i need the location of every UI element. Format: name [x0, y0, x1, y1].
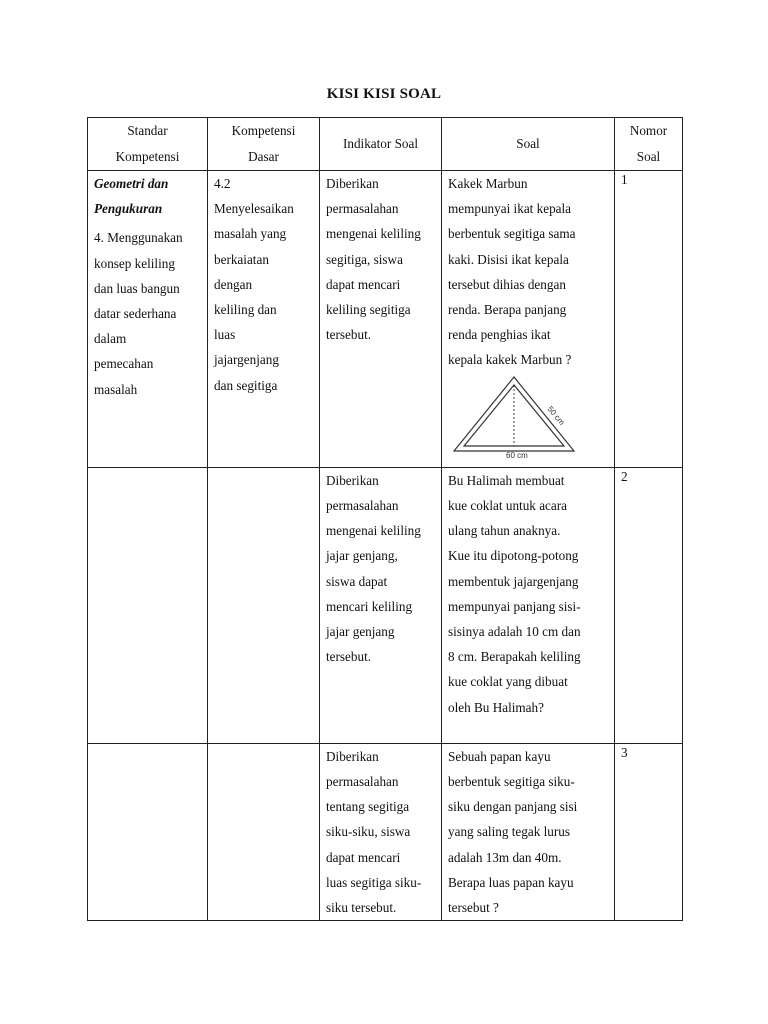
standar-line: dalam — [94, 331, 127, 347]
header-soal — [442, 118, 615, 171]
kompetensi-line: dengan — [214, 276, 253, 292]
soal-line: Berapa luas papan kayu — [448, 874, 574, 890]
soal-line: 8 cm. Berapakah keliling — [448, 649, 581, 665]
standar-line: datar sederhana — [94, 306, 177, 322]
soal-line: ulang tahun anaknya. — [448, 523, 561, 539]
soal-line: kue coklat untuk acara — [448, 498, 567, 514]
standar-kompetensi-cell — [88, 171, 208, 468]
indikator-line: dapat mencari — [326, 849, 401, 865]
base-length-label: 60 cm — [506, 450, 528, 459]
header-kompetensi-dasar — [208, 118, 320, 171]
indikator-line: tersebut. — [326, 649, 372, 665]
soal-line: renda. Berapa panjang — [448, 302, 567, 318]
soal-line: siku dengan panjang sisi — [448, 799, 578, 815]
soal-line: adalah 13m dan 40m. — [448, 849, 562, 865]
indikator-line: jajar genjang — [326, 624, 395, 640]
standar-heading-line: Geometri dan — [94, 176, 169, 191]
header-text: Kompetensi — [231, 123, 296, 138]
indikator-line: tentang segitiga — [326, 799, 410, 815]
header-standar-kompetensi — [88, 118, 208, 171]
header-text: Nomor — [629, 123, 668, 138]
indikator-cell — [320, 171, 442, 468]
indikator-line: mengenai keliling — [326, 226, 421, 242]
indikator-line: siku tersebut. — [326, 900, 397, 916]
soal-cell — [442, 171, 615, 468]
soal-line: mempunyai ikat kepala — [448, 201, 572, 217]
soal-line: tersebut ? — [448, 900, 499, 916]
soal-line: Kue itu dipotong-potong — [448, 548, 579, 564]
indikator-line: mengenai keliling — [326, 523, 421, 539]
soal-line: berbentuk segitiga sama — [448, 226, 576, 242]
indikator-line: tersebut. — [326, 327, 372, 343]
indikator-line: permasalahan — [326, 498, 399, 514]
standar-line: pemecahan — [94, 356, 154, 372]
header-text: Soal — [516, 136, 540, 151]
kisi-kisi-table — [87, 117, 683, 921]
nomor-soal-cell: 1 — [615, 171, 683, 468]
standar-kompetensi-cell — [88, 467, 208, 743]
soal-cell — [442, 467, 615, 743]
indikator-line: permasalahan — [326, 201, 399, 217]
indikator-line: Diberikan — [326, 748, 379, 764]
kompetensi-line: berkaiatan — [214, 251, 269, 267]
kompetensi-dasar-cell — [208, 171, 320, 468]
soal-line: berbentuk segitiga siku- — [448, 774, 575, 790]
header-row — [88, 118, 683, 171]
indikator-line: Diberikan — [326, 472, 379, 488]
kompetensi-line: masalah yang — [214, 226, 287, 242]
soal-line: renda penghias ikat — [448, 327, 551, 343]
indikator-cell — [320, 467, 442, 743]
indikator-line: siku-siku, siswa — [326, 824, 411, 840]
soal-line: kue coklat yang dibuat — [448, 674, 568, 690]
soal-line: kaki. Disisi ikat kepala — [448, 251, 569, 267]
isosceles-triangle-figure — [450, 375, 578, 459]
header-text: Indikator Soal — [342, 136, 419, 151]
soal-line: tersebut dihias dengan — [448, 276, 566, 292]
indikator-line: Diberikan — [326, 176, 379, 191]
kompetensi-dasar-cell — [208, 467, 320, 743]
kompetensi-line: 4.2 — [214, 176, 231, 191]
standar-line: masalah — [94, 381, 138, 397]
standar-kompetensi-cell — [88, 743, 208, 920]
table-row — [88, 467, 683, 743]
indikator-line: keliling segitiga — [326, 302, 411, 318]
kompetensi-line: luas — [214, 327, 236, 343]
nomor-soal-cell: 2 — [615, 467, 683, 743]
kompetensi-line: Menyelesaikan — [214, 201, 294, 217]
header-text: Standar — [127, 123, 168, 138]
indikator-line: luas segitiga siku- — [326, 874, 422, 890]
side-length-label: 50 cm — [545, 404, 567, 427]
indikator-line: dapat mencari — [326, 276, 401, 292]
indikator-line: permasalahan — [326, 774, 399, 790]
kompetensi-line: jajargenjang — [214, 352, 279, 368]
soal-line: membentuk jajargenjang — [448, 573, 579, 589]
indikator-line: segitiga, siswa — [326, 251, 403, 267]
table-row — [88, 743, 683, 920]
soal-line: kepala kakek Marbun ? — [448, 352, 572, 368]
kompetensi-line: dan segitiga — [214, 377, 278, 393]
soal-line: oleh Bu Halimah? — [448, 699, 544, 715]
standar-line: 4. Menggunakan — [94, 230, 183, 246]
soal-cell — [442, 743, 615, 920]
standar-heading-line: Pengukuran — [94, 201, 163, 217]
soal-line: Sebuah papan kayu — [448, 748, 551, 764]
soal-line: Kakek Marbun — [448, 176, 528, 191]
kompetensi-dasar-cell — [208, 743, 320, 920]
indikator-line: siswa dapat — [326, 573, 388, 589]
table-row — [88, 171, 683, 468]
standar-line: konsep keliling — [94, 255, 175, 271]
soal-line: Bu Halimah membuat — [448, 472, 565, 488]
soal-line: sisinya adalah 10 cm dan — [448, 624, 581, 640]
header-nomor-soal — [615, 118, 683, 171]
indikator-cell — [320, 743, 442, 920]
header-text: Dasar — [248, 149, 279, 164]
header-indikator-soal — [320, 118, 442, 171]
header-text: Soal — [636, 149, 661, 164]
page-title: KISI KISI SOAL — [326, 86, 442, 102]
standar-line: dan luas bangun — [94, 280, 180, 296]
indikator-line: jajar genjang, — [326, 548, 398, 564]
header-text: Kompetensi — [115, 149, 180, 164]
soal-line: mempunyai panjang sisi- — [448, 598, 581, 614]
kompetensi-line: keliling dan — [214, 302, 277, 318]
nomor-soal-cell: 3 — [615, 743, 683, 920]
soal-line: yang saling tegak lurus — [448, 824, 570, 840]
indikator-line: mencari keliling — [326, 598, 413, 614]
